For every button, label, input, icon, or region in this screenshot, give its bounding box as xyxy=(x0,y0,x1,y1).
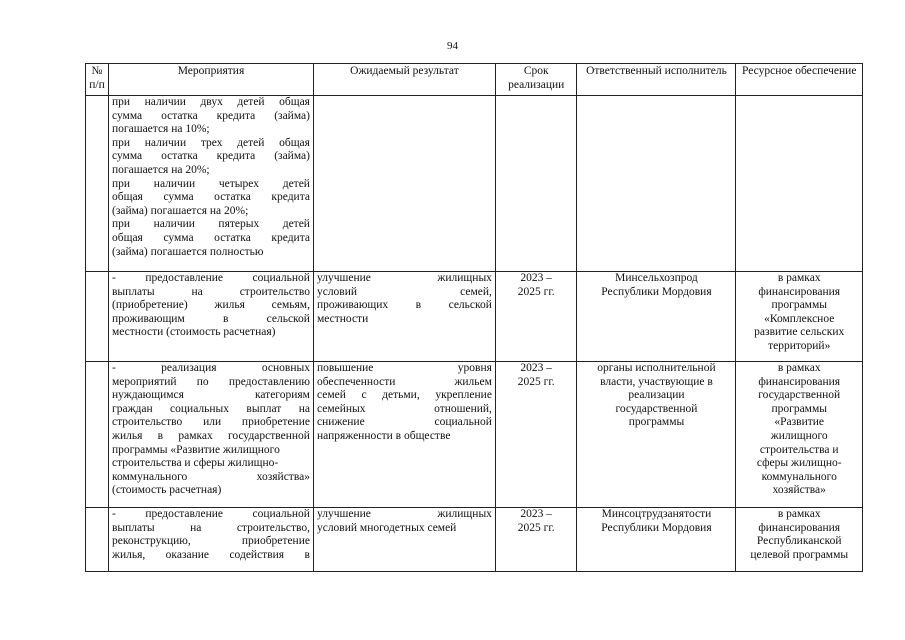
cell-text-line: погашается на 10%; xyxy=(112,123,210,136)
cell-text-line: Минсоцтрудзанятости xyxy=(601,508,712,520)
header-event: Мероприятия xyxy=(109,64,314,96)
cell-text-line: погашается на 20%; xyxy=(112,163,210,176)
term-cell xyxy=(495,272,577,362)
cell-text-line: государственной xyxy=(615,402,698,415)
cell-text-line: выплаты на строительство, xyxy=(112,521,310,534)
cell-text-line: строительства и сферы жилищно- xyxy=(112,457,279,470)
cell-text-line: общая сумма остатка кредита xyxy=(112,231,310,244)
resources-cell xyxy=(736,508,863,572)
cell-text-line: финансирования xyxy=(758,521,841,534)
header-result: Ожидаемый результат xyxy=(313,64,495,96)
cell-text-line: повышение уровня xyxy=(316,362,492,374)
cell-text-line: в рамках xyxy=(777,508,821,520)
cell-text-line: целевой программы xyxy=(750,548,849,561)
cell-text-line: государственной xyxy=(758,389,841,402)
resources-cell xyxy=(736,362,863,508)
cell-text-line: местности (стоимость расчетная) xyxy=(112,326,276,339)
cell-text-line: (займа) погашается полностью xyxy=(112,245,264,258)
cell-text-line: 2023 – xyxy=(520,362,553,374)
cell-text-line: финансирования xyxy=(758,375,841,388)
cell-text-line: нуждающимся категориям xyxy=(112,389,310,402)
responsible-cell xyxy=(577,96,736,272)
cell-text-line: программы xyxy=(628,416,685,429)
cell-text-line: коммунального хозяйства» xyxy=(112,470,310,483)
cell-text-line: при наличии пятерых детей xyxy=(112,218,310,231)
cell-text-line: «Комплексное xyxy=(764,312,835,325)
cell-text-line: семейных отношений, xyxy=(316,402,492,415)
event-cell xyxy=(109,362,314,508)
cell-text-line: проживающим в сельской xyxy=(112,312,310,325)
event-cell xyxy=(109,272,314,362)
page-number: 94 xyxy=(447,40,458,52)
result-cell xyxy=(313,508,495,572)
resources-cell xyxy=(736,272,863,362)
cell-text-line: финансирования xyxy=(758,285,841,298)
result-cell xyxy=(313,272,495,362)
row-number-cell xyxy=(86,362,109,508)
cell-text-line: сумма остатка кредита (займа) xyxy=(112,109,310,122)
cell-text-line: жилья, оказание содействия в xyxy=(112,548,310,561)
cell-text-line: Республиканской xyxy=(756,535,842,548)
cell-text-line: территорий» xyxy=(768,339,831,352)
cell-text-line: при наличии четырех детей xyxy=(112,177,310,190)
cell-text-line: (стоимость расчетная) xyxy=(112,484,222,497)
cell-text-line: при наличии трех детей общая xyxy=(112,136,310,149)
cell-text-line: реконструкцию, приобретение xyxy=(112,535,310,548)
cell-text-line: условий многодетных семей xyxy=(316,521,457,534)
cell-text-line: жилья в рамках государственной xyxy=(112,429,310,442)
cell-text-line: программы xyxy=(771,402,827,415)
cell-text-line: 2023 – xyxy=(520,272,553,284)
term-cell xyxy=(495,362,577,508)
cell-text-line: программы «Развитие жилищного xyxy=(112,443,280,456)
cell-text-line: строительства и xyxy=(759,443,839,456)
cell-text-line: в рамках xyxy=(777,272,821,284)
resources-cell xyxy=(736,96,863,272)
cell-text-line: местности xyxy=(316,312,369,325)
cell-text-line: - предоставление социальной xyxy=(112,272,310,284)
cell-text-line: условий семей, xyxy=(316,285,492,298)
cell-text-line: граждан социальных выплат на xyxy=(112,402,310,415)
cell-text-line: проживающих в сельской xyxy=(316,299,492,312)
cell-text-line: сумма остатка кредита (займа) xyxy=(112,150,310,163)
header-term: Срок реализации xyxy=(495,64,577,96)
result-cell xyxy=(313,362,495,508)
cell-text-line: хозяйства» xyxy=(772,484,826,497)
cell-text-line: - предоставление социальной xyxy=(112,508,310,520)
cell-text-line: (приобретение) жилья семьям, xyxy=(112,299,310,312)
cell-text-line: - реализация основных xyxy=(112,362,310,374)
cell-text-line: «Развитие xyxy=(774,416,825,429)
cell-text-line: 2025 гг. xyxy=(517,375,555,388)
cell-text-line: 2023 – xyxy=(520,508,553,520)
responsible-cell xyxy=(577,508,736,572)
table-row xyxy=(86,96,863,272)
cell-text-line: при наличии двух детей общая xyxy=(112,96,310,108)
cell-text-line: коммунального xyxy=(761,470,837,483)
responsible-cell xyxy=(577,362,736,508)
cell-text-line: напряженности в обществе xyxy=(316,429,451,442)
row-number-cell xyxy=(86,96,109,272)
cell-text-line: улучшение жилищных xyxy=(316,272,492,284)
measures-table xyxy=(85,63,863,572)
header-resources: Ресурсное обеспечение xyxy=(736,64,863,96)
result-cell xyxy=(313,96,495,272)
table-header-row xyxy=(86,64,863,96)
cell-text-line: развитие сельских xyxy=(754,326,845,339)
cell-text-line: строительство или приобретение xyxy=(112,416,310,429)
cell-text-line: улучшение жилищных xyxy=(316,508,492,520)
cell-text-line: выплаты на строительство xyxy=(112,285,310,298)
cell-text-line: обеспеченности жильем xyxy=(316,375,492,388)
cell-text-line: мероприятий по предоставлению xyxy=(112,375,310,388)
cell-text-line: 2025 гг. xyxy=(517,285,555,298)
cell-text-line: (займа) погашается на 20%; xyxy=(112,204,249,217)
event-cell xyxy=(109,96,314,272)
header-num: № п/п xyxy=(86,64,109,96)
cell-text-line: сферы жилищно- xyxy=(756,457,842,470)
cell-text-line: Республики Мордовия xyxy=(601,521,712,534)
cell-text-line: Минсельхозпрод xyxy=(615,272,698,284)
row-number-cell xyxy=(86,508,109,572)
cell-text-line: в рамках xyxy=(777,362,821,374)
cell-text-line: реализации xyxy=(628,389,685,402)
responsible-cell xyxy=(577,272,736,362)
cell-text-line: Республики Мордовия xyxy=(601,285,712,298)
cell-text-line: органы исполнительной xyxy=(597,362,716,374)
table-row xyxy=(86,272,863,362)
cell-text-line: власти, участвующие в xyxy=(600,375,713,388)
cell-text-line: семей с детьми, укрепление xyxy=(316,389,492,402)
event-cell xyxy=(109,508,314,572)
cell-text-line: жилищного xyxy=(770,429,828,442)
row-number-cell xyxy=(86,272,109,362)
term-cell xyxy=(495,96,577,272)
cell-text-line: общая сумма остатка кредита xyxy=(112,191,310,204)
header-responsible: Ответственный исполнитель xyxy=(577,64,736,96)
cell-text-line: 2025 гг. xyxy=(517,521,555,534)
table-row xyxy=(86,362,863,508)
cell-text-line: программы xyxy=(771,299,827,312)
table-row xyxy=(86,508,863,572)
term-cell xyxy=(495,508,577,572)
cell-text-line: снижение социальной xyxy=(316,416,492,429)
